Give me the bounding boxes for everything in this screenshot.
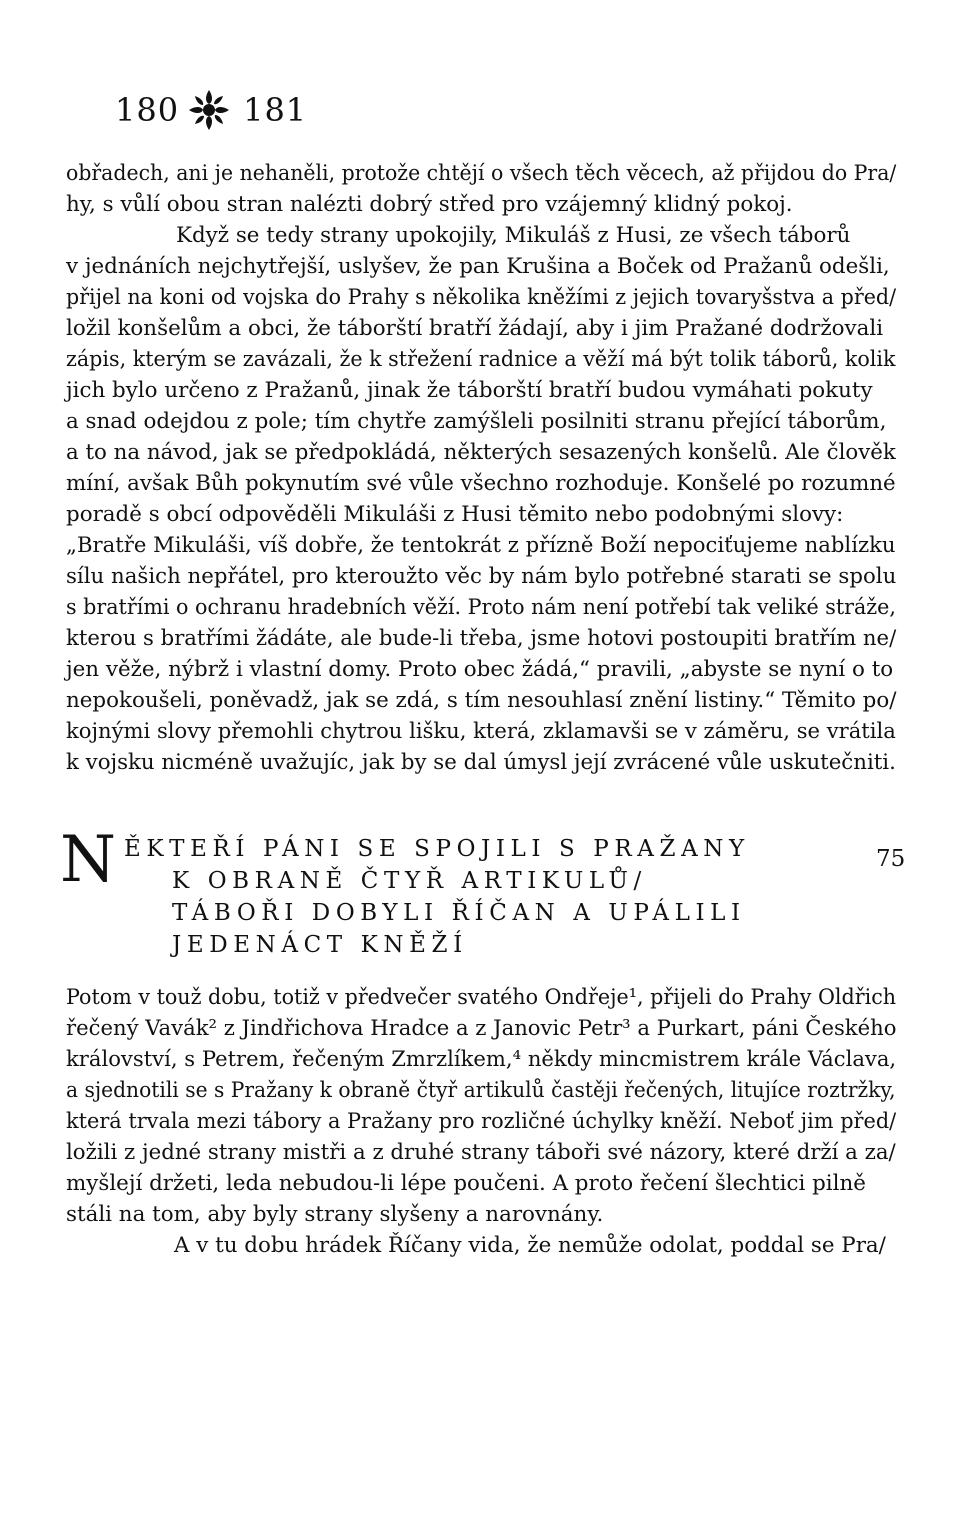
text-line: kojnými slovy přemohli chytrou lišku, která, zklamavši se v záměru, se vrátila	[66, 719, 896, 744]
text-line: A v tu dobu hrádek Říčany vida, že nemůže odolat, poddal se Pra/	[174, 1233, 886, 1258]
heading-line: ĚKTEŘÍ PÁNI SE SPOJILI S PRAŽANY	[124, 836, 750, 862]
paragraph-2	[66, 220, 896, 778]
text-line: nepokoušeli, poněvadž, jak se zdá, s tím nesouhlasí znění listiny.“ Těmito po/	[66, 688, 897, 713]
text-line: zápis, kterým se zavázali, že k střežení radnice a věží má být tolik táborů, kolik	[66, 347, 896, 372]
paragraph-3	[66, 982, 896, 1230]
text-line: ložil konšelům a obci, že táborští bratří žádají, aby i jim Pražané dodržovali	[66, 316, 884, 341]
text-line: kterou s bratřími žádáte, ale bude-li třeba, jsme hotovi postoupiti bratřím ne/	[66, 626, 897, 651]
heading-line: JEDENÁCT KNĚŽÍ	[172, 932, 468, 958]
text-line: jich bylo určeno z Pražanů, jinak že táborští bratří budou vymáhati pokuty	[66, 378, 873, 403]
text-line: obřadech, ani je nehaněli, protože chtějí o všech těch věcech, až přijdou do Pra/	[66, 161, 897, 186]
text-line: řečený Vavák² z Jindřichova Hradce a z Janovic Petr³ a Purkart, páni Českého	[66, 1016, 897, 1041]
text-line: stáli na tom, aby byly strany slyšeny a narovnány.	[66, 1202, 604, 1227]
text-line: Potom v touž dobu, totiž v předvečer svatého Ondřeje¹, přijeli do Prahy Oldřich	[66, 985, 897, 1010]
text-line: a snad odejdou z pole; tím chytře zamýšleli posilniti stranu přející táborům,	[66, 409, 887, 434]
text-line: míní, avšak Bůh pokynutím své vůle všechno rozhoduje. Konšelé po rozumné	[66, 471, 896, 496]
paragraph-4	[66, 1230, 896, 1261]
text-line: v jednáních nejchytřejší, uslyšev, že pan Krušina a Boček od Pražanů odešli,	[66, 254, 890, 279]
text-line: a sjednotili se s Pražany k obraně čtyř artikulů častěji řečených, litujíce roztržky,	[66, 1078, 896, 1103]
text-line: hy, s vůlí obou stran nalézti dobrý střed pro vzájemný klidný pokoj.	[66, 192, 793, 217]
heading-line: TÁBOŘI DOBYLI ŘÍČAN A UPÁLILI	[172, 900, 746, 926]
page-number-left: 180	[115, 91, 180, 129]
text-line: Když se tedy strany upokojily, Mikuláš z Husi, ze všech táborů	[176, 223, 851, 248]
text-line: přijel na koni od vojska do Prahy s několika kněžími z jejich tovaryšstva a před/	[66, 285, 897, 310]
text-line: jen věže, nýbrž i vlastní domy. Proto obec žádá,“ pravili, „abyste se nyní o to	[66, 657, 894, 682]
chapter-heading	[60, 823, 920, 962]
text-line: „Bratře Mikuláši, víš dobře, že tentokrát z přízně Boží nepociťujeme nablízku	[66, 533, 896, 558]
text-line: poradě s obcí odpověděli Mikuláši z Husi těmito nebo podobnými slovy:	[66, 502, 844, 527]
text-line: sílu našich nepřátel, pro kteroužto věc by nám bylo potřebné starati se spolu	[66, 564, 897, 589]
text-line: ložili z jedné strany mistři a z druhé strany táboři své názory, které drží a za/	[66, 1140, 896, 1165]
text-line: k vojsku nicméně uvažujíc, jak by se dal úmysl její zvrácené vůle uskutečniti.	[66, 750, 896, 775]
heading-line: K OBRANĚ ČTYŘ ARTIKULŮ/	[172, 868, 647, 894]
drop-cap: N	[60, 823, 116, 897]
text-line: s bratřími o ochranu hradebních věží. Proto nám není potřebí tak veliké stráže,	[66, 595, 896, 620]
chapter-number: 75	[876, 846, 906, 872]
text-line: myšlejí držeti, leda nebudou-li lépe poučeni. A proto řečení šlechtici pilně	[66, 1171, 866, 1196]
page-number-right: 181	[243, 91, 308, 129]
text-line: která trvala mezi tábory a Pražany pro rozličné úchylky kněží. Neboť jim před/	[66, 1109, 897, 1134]
text-line: království, s Petrem, řečeným Zmrzlíkem,⁴ někdy mincmistrem krále Václava,	[66, 1047, 897, 1072]
rosette-ornament-icon	[187, 88, 231, 132]
text-line: a to na návod, jak se předpokládá, některých sesazených konšelů. Ale člověk	[66, 440, 896, 465]
page-header	[115, 88, 307, 132]
paragraph-1	[66, 158, 896, 220]
